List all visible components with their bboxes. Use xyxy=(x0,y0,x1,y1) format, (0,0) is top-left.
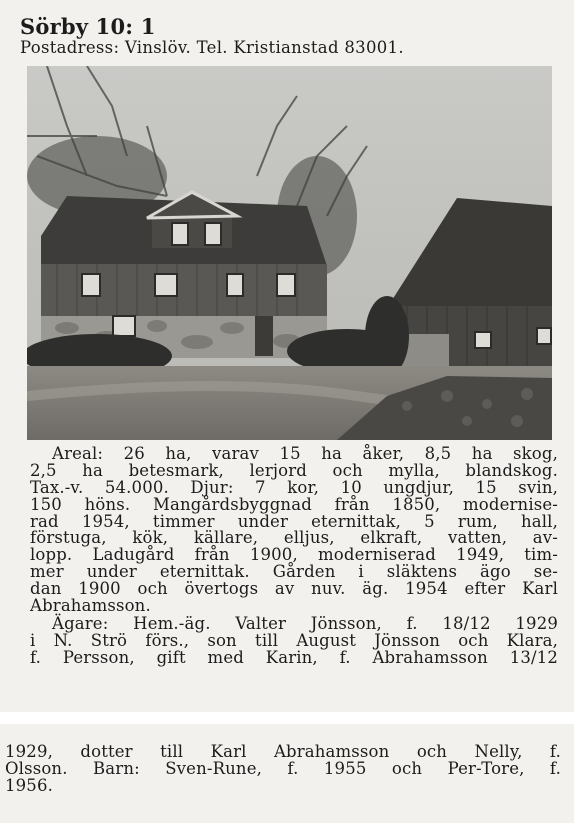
text-line: 1929, dotter till Karl Abrahamsson och Nelly, f. xyxy=(5,742,561,761)
entry-address: Postadress: Vinslöv. Tel. Kristianstad 83001. xyxy=(20,38,404,57)
text-line: Tax.-v. 54.000. Djur: 7 kor, 10 ungdjur, 15 svin, xyxy=(30,477,558,497)
text-line: dan 1900 och övertogs av nuv. äg. 1954 efter Karl xyxy=(30,579,558,599)
text-line: f. Persson, gift med Karin, f. Abrahamsson 13/12 xyxy=(30,647,558,667)
farmhouse-and-barn-photo xyxy=(27,66,552,440)
text-line: Olsson. Barn: Sven-Rune, f. 1955 och Per-Tore, f. xyxy=(5,758,561,778)
entry-title: Sörby 10: 1 xyxy=(20,14,156,39)
text-line: Abrahamsson. xyxy=(30,596,151,616)
text-line: Ägare: Hem.-äg. Valter Jönsson, f. 18/12 1929 xyxy=(52,614,558,633)
book-page-continuation xyxy=(0,724,574,823)
owner-description xyxy=(30,616,558,667)
continuation-text xyxy=(5,744,561,795)
text-line: rad 1954, timmer under eternittak, 5 rum, hall, xyxy=(30,511,558,531)
text-line: 1956. xyxy=(5,775,53,795)
text-line: 150 höns. Mangårdsbyggnad från 1850, modernise- xyxy=(30,494,558,514)
text-line: mer under eternittak. Gården i släktens ägo se- xyxy=(30,562,558,582)
text-line: i N. Strö förs., son till August Jönsson och Klara, xyxy=(30,630,558,650)
page-gap xyxy=(0,712,574,724)
text-line: förstuga, kök, källare, elljus, elkraft, vatten, av- xyxy=(30,528,558,548)
property-description xyxy=(30,446,558,615)
text-line: 2,5 ha betesmark, lerjord och mylla, blandskog. xyxy=(30,460,558,480)
text-line: Areal: 26 ha, varav 15 ha åker, 8,5 ha skog, xyxy=(52,444,558,463)
text-line: lopp. Ladugård från 1900, moderniserad 1949, tim- xyxy=(30,545,558,565)
